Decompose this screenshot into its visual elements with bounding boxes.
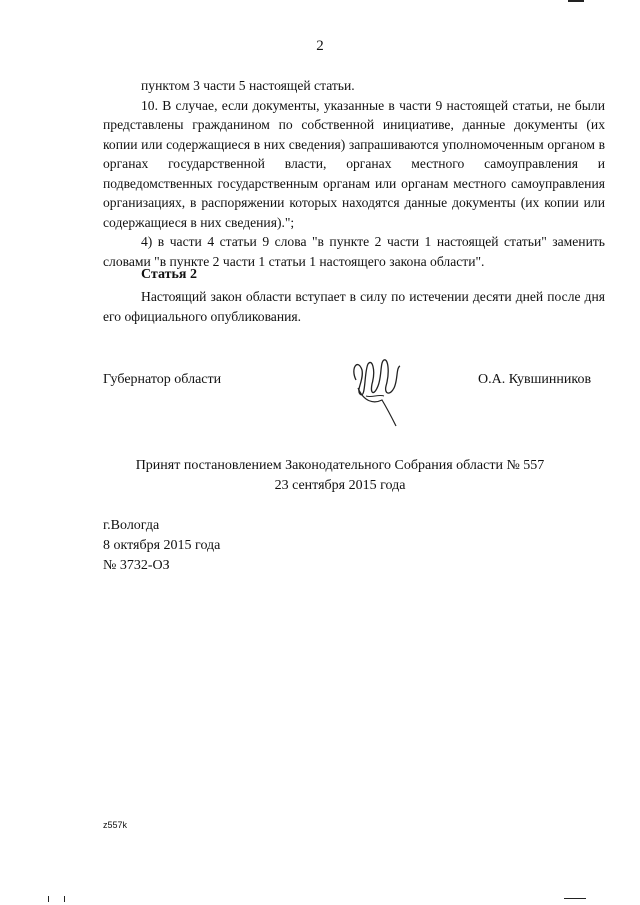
footer-code: z557k bbox=[103, 820, 128, 830]
law-body bbox=[103, 76, 605, 271]
adoption-line-2: 23 сентября 2015 года bbox=[274, 478, 406, 493]
scan-mark-bottom-left-2 bbox=[64, 896, 65, 902]
adoption-note bbox=[0, 456, 640, 496]
city: г.Вологда bbox=[103, 518, 160, 533]
article-2-text: Настоящий закон области вступает в силу по истечении десяти дней после дня его официального опубликования. bbox=[103, 289, 605, 324]
paragraph-continuation: пунктом 3 части 5 настоящей статьи. bbox=[141, 78, 355, 93]
law-number: № 3732-ОЗ bbox=[103, 558, 170, 573]
scan-mark-bottom-right bbox=[564, 898, 586, 899]
article-2-heading: Статья 2 bbox=[141, 267, 197, 282]
scan-mark-top-right bbox=[568, 0, 584, 2]
governor-name: О.А. Кувшинников bbox=[478, 372, 592, 387]
governor-title: Губернатор области bbox=[103, 372, 222, 387]
scan-mark-bottom-left bbox=[48, 896, 49, 902]
paragraph-10: 10. В случае, если документы, указанные в части 9 настоящей статьи, не были представлены гражданином по собственной инициативе, данные документы (их копии или содержащиеся в них сведения) запрашиваются уполномоченным органом в органах государственной власти, органах местного самоуправления и подведомственных государственным органам или органам местного самоуправления организациях, в распоряжении которых находятся данные документы (их копии или содержащиеся в них сведения)."; bbox=[103, 97, 605, 230]
page-number: 2 bbox=[316, 38, 324, 54]
adoption-line-1: Принят постановлением Законодательного Собрания области № 557 bbox=[135, 458, 545, 473]
paragraph-4: 4) в части 4 статьи 9 слова "в пункте 2 части 1 настоящей статьи" заменить словами "в пункте 2 части 1 статьи 1 настоящего закона области". bbox=[103, 234, 605, 269]
signing-date: 8 октября 2015 года bbox=[103, 538, 221, 553]
handwritten-signature bbox=[346, 350, 406, 430]
place-date-number bbox=[103, 516, 220, 576]
